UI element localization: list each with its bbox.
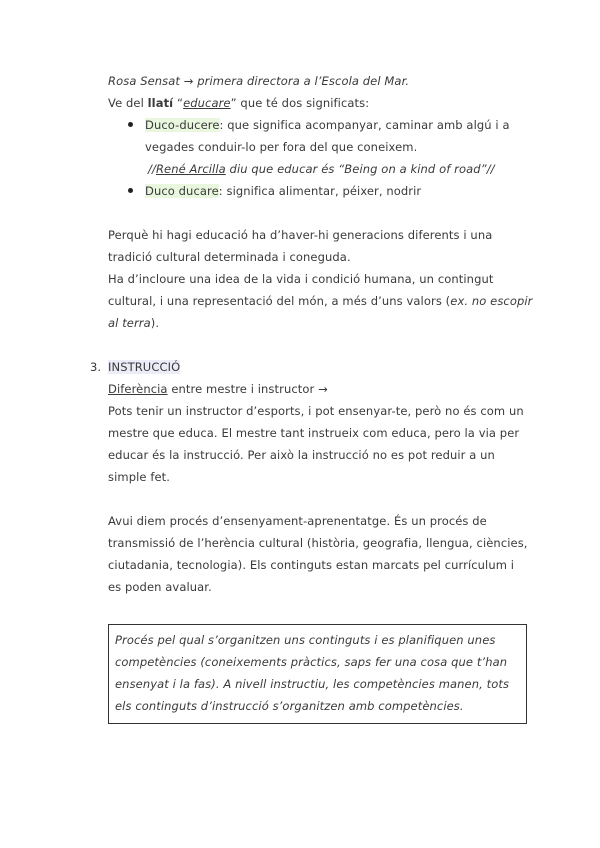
highlighted-term: Duco ducare <box>145 184 219 198</box>
box-line: els continguts d’instrucció s’organitzen amb competències. <box>115 699 464 713</box>
bullet-note <box>145 158 545 180</box>
bullet-line-continued: vegades conduir-lo per fora del que coneixem. <box>145 140 418 154</box>
section-title: INSTRUCCIÓ <box>108 360 181 374</box>
paragraph-line: Ha d’incloure una idea de la vida i condició humana, un contingut <box>108 272 494 286</box>
bold-word: llatí <box>147 96 174 110</box>
paragraph-line <box>108 312 533 334</box>
definition-box <box>108 624 527 724</box>
paragraph-line: educar és la instrucció. Per això la instrucció no es pot reduir a un <box>108 448 495 462</box>
example-text: al terra <box>108 316 151 330</box>
bullet-item-duco-ducere <box>145 114 545 180</box>
paragraph-teaching-learning <box>108 510 533 598</box>
difference-line <box>108 378 533 400</box>
bullet-line <box>145 180 545 202</box>
paragraph-line: simple fet. <box>108 470 171 484</box>
text: diu que educar és “Being on a kind of road”// <box>225 162 495 176</box>
intro-line-latin-origin <box>108 92 533 114</box>
example-text: ex. no escopir <box>450 294 533 308</box>
bullet-line <box>145 114 545 136</box>
box-line: Procés pel qual s’organitzen uns continguts i es planifiquen unes <box>115 633 496 647</box>
paragraph-line: Perquè hi hagi educació ha d’haver-hi generacions diferents i una <box>108 228 493 242</box>
quote-open: “ <box>173 96 184 110</box>
paragraph-line: Pots tenir un instructor d’esports, i pot ensenyar-te, però no és com un <box>108 404 524 418</box>
box-line: ensenyat i la fas). A nivell instructiu, les competències manen, tots <box>115 677 510 691</box>
paragraph-line: Avui diem procés d’ensenyament-aprenentatge. És un procés de <box>108 514 487 528</box>
bullet-dot <box>128 188 133 193</box>
latin-word: educare <box>183 96 231 110</box>
box-line: competències (coneixements pràctics, saps fer una cosa que t’han <box>115 655 508 669</box>
section-3 <box>108 356 533 488</box>
paragraph-line: transmissió de l’herència cultural (història, geografia, llengua, ciències, <box>108 536 528 550</box>
paragraph-line: mestre que educa. El mestre tant instrueix com educa, pero la via per <box>108 426 520 440</box>
text: ” que té dos significats: <box>230 96 370 110</box>
section-number: 3. <box>90 360 102 374</box>
section-title-line <box>108 356 533 378</box>
intro-line-rosa-sensat: Rosa Sensat → primera directora a l’Escola del Mar. <box>108 74 410 88</box>
text: entre mestre i instructor → <box>167 382 328 396</box>
paragraph-education-requirements <box>108 224 533 334</box>
author-name: René Arcilla <box>155 162 226 176</box>
text: ). <box>150 316 160 330</box>
intro-section <box>108 70 533 114</box>
paragraph-line: es poden avaluar. <box>108 580 212 594</box>
bullet-dot <box>128 122 133 127</box>
text: : significa alimentar, péixer, nodrir <box>218 184 422 198</box>
text: Ve del <box>108 96 148 110</box>
text: : que significa acompanyar, caminar amb algú i a <box>219 118 510 132</box>
paragraph-line <box>108 290 533 312</box>
text: cultural, i una representació del món, a més d’uns valors ( <box>108 294 451 308</box>
paragraph-line: tradició cultural determinada i coneguda. <box>108 250 351 264</box>
highlighted-term: Duco-ducere <box>145 118 220 132</box>
underlined-word: Diferència <box>108 382 168 396</box>
text: // <box>148 162 156 176</box>
paragraph-line: ciutadania, tecnologia). Els continguts estan marcats pel currículum i <box>108 558 515 572</box>
bullet-item-duco-ducare <box>145 180 545 202</box>
